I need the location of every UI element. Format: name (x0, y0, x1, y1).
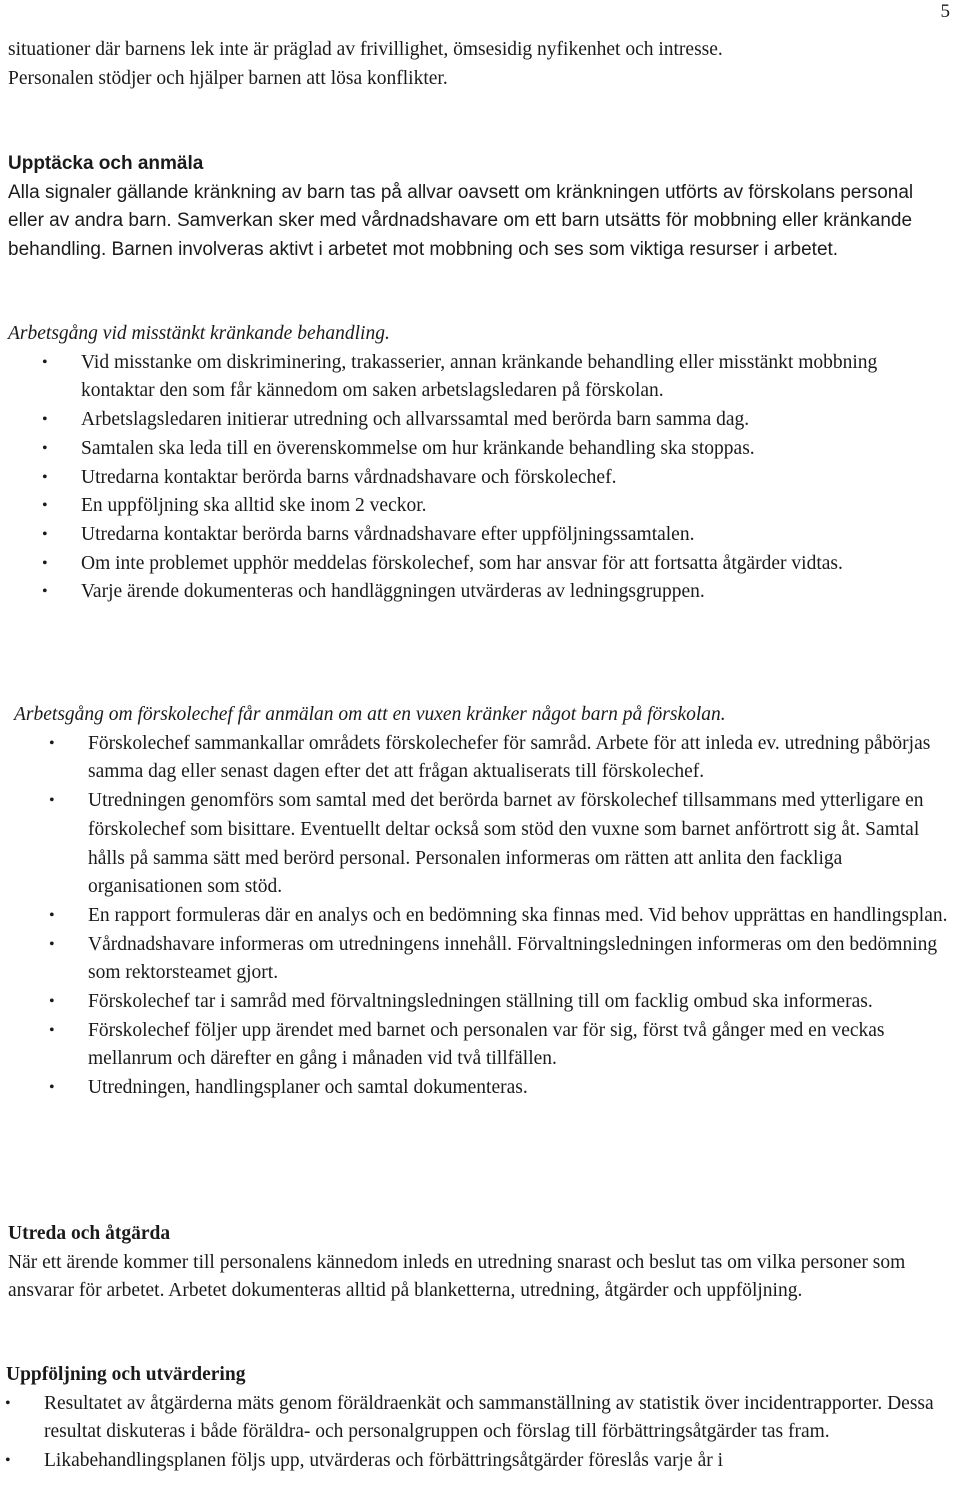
section-paragraph: När ett ärende kommer till personalens kännedom inleds en utredning snarast och beslut tas om vilka personer som ansvarar för arbetet. Arbetet dokumenteras alltid på blanketterna, utredning, åtgärder och uppföljning. (8, 1251, 906, 1302)
bullet-icon: • (49, 1079, 55, 1097)
bullet-icon: • (42, 468, 48, 486)
list-item (8, 902, 954, 931)
bullet-icon: • (49, 1021, 55, 1039)
bullet-icon: • (42, 353, 48, 371)
list-item-text: En uppföljning ska alltid ske inom 2 veckor. (81, 495, 427, 517)
list-item (8, 988, 954, 1017)
list-item (8, 435, 954, 464)
bullet-icon: • (49, 993, 55, 1011)
list-item-text: Utredningen genomförs som samtal med det berörda barnet av förskolechef tillsammans med ytterligare en förskolechef som bisittare. Eventuellt deltar också som stöd den vuxne som barnet anförtrott sig åt. Samtal hålls på samma sätt med berörd personal. Personalen informeras om rätten att anlita den fackliga organisationen som stöd. (88, 790, 924, 898)
bullet-icon: • (49, 734, 55, 752)
list-item-text: Likabehandlingsplanen följs upp, utvärderas och förbättringsåtgärder föreslås varje år i (44, 1450, 724, 1472)
bullet-icon: • (42, 583, 48, 601)
section-heading: Utreda och åtgärda (8, 1223, 171, 1244)
list-item (8, 492, 954, 521)
list-item (8, 1074, 954, 1103)
list-item (8, 349, 954, 406)
list-item-text: Förskolechef tar i samråd med förvaltningsledningen ställning till om facklig ombud ska informeras. (88, 991, 873, 1013)
section-heading: Uppföljning och utvärdering (6, 1364, 246, 1385)
bullet-icon: • (42, 525, 48, 543)
bullet-icon: • (49, 792, 55, 810)
list-item (8, 1017, 954, 1074)
list-item-text: Arbetslagsledaren initierar utredning och allvarssamtal med berörda barn samma dag. (81, 409, 750, 431)
list-item (8, 931, 954, 988)
intro-line-2: Personalen stödjer och hjälper barnen att lösa konflikter. (8, 67, 448, 89)
bullet-icon: • (42, 497, 48, 515)
list-item-text: Samtalen ska leda till en överenskommelse om hur kränkande behandling ska stoppas. (81, 437, 755, 459)
list-item (0, 1390, 954, 1447)
intro-line-1: situationer där barnens lek inte är präglad av frivillighet, ömsesidig nyfikenhet och intresse. (8, 39, 723, 60)
list-item (8, 578, 954, 607)
section-heading: Upptäcka och anmäla (8, 153, 204, 174)
intro-text (8, 36, 954, 93)
list-item (8, 406, 954, 435)
list-item-text: Utredarna kontaktar berörda barns vårdnadshavare efter uppföljningssamtalen. (81, 523, 695, 545)
paragraph-part-a: Alla signaler gällande kränkning av barn tas på allvar oavsett om kränkningen utförts av förskolans personal eller av andra barn. (8, 181, 914, 232)
paragraph-part-b: Samverkan sker med vårdnadshavare om ett barn utsätts för mobbning eller kränkande behandling. Barnen involveras aktivt i arbetet mot mobbning och ses som viktiga resurser i arbetet. (8, 210, 913, 261)
bullet-icon: • (49, 906, 55, 924)
section-arbetsgang-1 (8, 320, 954, 607)
bullet-list (8, 349, 954, 607)
section-heading: Arbetsgång vid misstänkt kränkande behandling. (8, 323, 390, 344)
section-arbetsgang-2 (14, 701, 954, 1103)
section-paragraph (8, 179, 954, 265)
list-item-text: Varje ärende dokumenteras och handläggningen utvärderas av ledningsgruppen. (81, 581, 705, 603)
list-item (0, 1447, 954, 1476)
list-item (8, 550, 954, 579)
list-item (8, 521, 954, 550)
bullet-icon: • (5, 1452, 11, 1470)
bullet-list (8, 730, 954, 1103)
list-item-text: Resultatet av åtgärderna mäts genom föräldraenkät och sammanställning av statistik över incidentrapporter. Dessa resultat diskuteras i både föräldra- och personalgruppen och förslag till förbättringsåtgärder tas fram. (44, 1392, 934, 1443)
list-item (8, 787, 954, 902)
bullet-icon: • (49, 935, 55, 953)
page-number: 5 (940, 1, 950, 22)
bullet-icon: • (42, 439, 48, 457)
list-item (8, 730, 954, 787)
section-heading: Arbetsgång om förskolechef får anmälan om att en vuxen kränker något barn på förskolan. (14, 704, 726, 725)
bullet-icon: • (5, 1394, 11, 1412)
list-item-text: Utredningen, handlingsplaner och samtal dokumenteras. (88, 1077, 528, 1099)
list-item-text: En rapport formuleras där en analys och en bedömning ska finnas med. Vid behov upprättas en handlingsplan. (88, 904, 948, 926)
section-upptacka (8, 150, 954, 265)
list-item-text: Förskolechef sammankallar områdets förskolechefer för samråd. Arbete för att inleda ev. utredning påbörjas samma dag eller senast dagen efter det att frågan aktualiserats till förskolechef. (88, 732, 931, 783)
list-item-text: Vårdnadshavare informeras om utredningens innehåll. Förvaltningsledningen informeras om den bedömning som rektorsteamet gjort. (88, 933, 938, 984)
bullet-list (0, 1390, 954, 1476)
list-item-text: Om inte problemet upphör meddelas förskolechef, som har ansvar för att fortsatta åtgärder vidtas. (81, 552, 843, 574)
section-uppfoljning (6, 1361, 954, 1476)
list-item-text: Förskolechef följer upp ärendet med barnet och personalen var för sig, först två gånger med en veckas mellanrum och därefter en gång i månaden vid två tillfällen. (88, 1019, 885, 1070)
bullet-icon: • (42, 554, 48, 572)
list-item-text: Vid misstanke om diskriminering, trakasserier, annan kränkande behandling eller misstänkt mobbning kontaktar den som får kännedom om saken arbetslagsledaren på förskolan. (81, 351, 878, 402)
list-item (8, 464, 954, 493)
section-utreda (8, 1220, 954, 1306)
bullet-icon: • (42, 411, 48, 429)
list-item-text: Utredarna kontaktar berörda barns vårdnadshavare och förskolechef. (81, 466, 617, 488)
